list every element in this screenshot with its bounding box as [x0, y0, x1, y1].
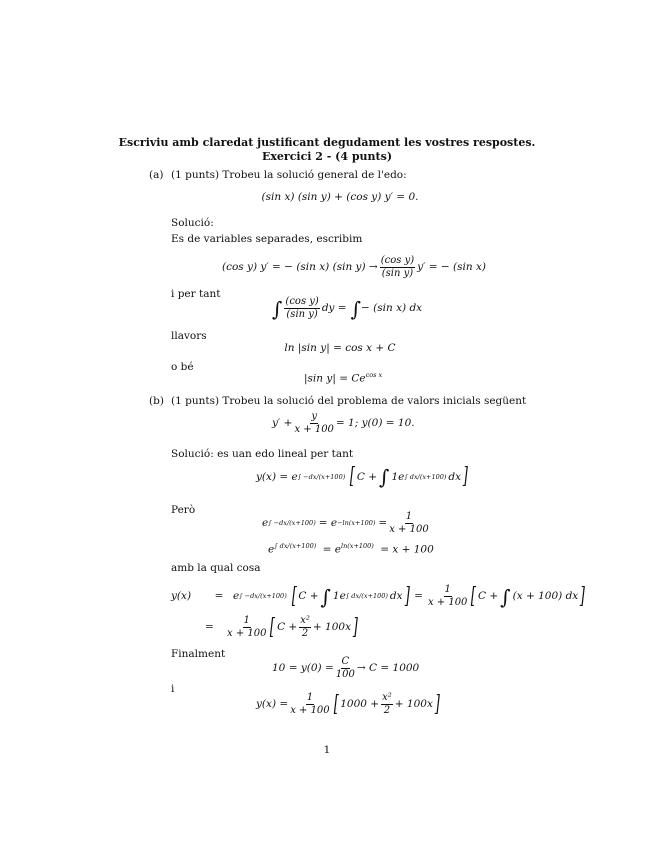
amb-la-qual-text: amb la qual cosa [171, 562, 261, 574]
integral-sign: ∫ [272, 296, 283, 321]
pero1-num: 1 [405, 511, 413, 522]
separated-den: (sin y) [381, 268, 414, 279]
sol-tail: + 100x [394, 698, 433, 711]
sol-left: y(x) = [256, 698, 289, 711]
bracket-open: [ [333, 691, 339, 717]
integral-num: (cos y) [285, 296, 319, 307]
yx2-num: 1 [243, 615, 250, 626]
part-b-yx-eq1 [171, 585, 587, 608]
pero1-left: e [262, 517, 269, 530]
pero1-exp: ∫ −dx/(x+100) [268, 519, 316, 528]
page-number: 1 [323, 744, 331, 756]
part-b-pero-eq2 [268, 543, 434, 555]
sol-fden: 2 [383, 705, 391, 716]
final-exp: cos x [365, 371, 383, 379]
general-exp1: ∫ −dx/(x+100) [297, 472, 346, 481]
part-a-final-eq [304, 372, 382, 384]
pero-text: Però [171, 504, 196, 516]
exercise-title: Exercici 2 - (4 punts) [261, 150, 393, 163]
pvi-num: y [311, 411, 318, 422]
yx-left: y(x) [171, 590, 192, 603]
yx-eq: = [214, 590, 224, 603]
pero2-exp2: ln(x+100) [340, 542, 374, 550]
yx-c2: C + [478, 590, 499, 603]
general-tail: 1e [391, 470, 405, 483]
part-b-c-eq [272, 657, 419, 680]
pero1-exp2: −ln(x+100) [337, 519, 376, 528]
part-b-solucio: Solució: es uan edo lineal per tant [171, 448, 354, 460]
per-tant-text: i per tant [171, 288, 221, 300]
part-b-pvi-eq [272, 412, 415, 435]
sol-num: 1 [306, 692, 314, 703]
part-b-pero-eq1 [262, 512, 431, 535]
yx2-den: x + 100 [227, 628, 267, 639]
integral-left-tail: dy = [321, 302, 347, 315]
general-mid: C + [356, 470, 378, 483]
yx-fraction [428, 585, 467, 608]
bracket-open: [ [349, 464, 356, 489]
yx-int2: (x + 100) dx [512, 590, 579, 603]
integral-sign: ∫ [320, 584, 331, 609]
bracket-open: [ [291, 583, 297, 609]
general-dx: dx [448, 470, 462, 483]
yx-eq2: = [414, 590, 423, 603]
bracket-close: ] [434, 691, 440, 717]
pvi-left: y′ + [272, 417, 293, 430]
part-a-intro: Es de variables separades, escribim [171, 233, 363, 245]
sol-den: x + 100 [290, 705, 330, 716]
part-a-ode: (sin x) (sin y) + (cos y) y′ = 0. [261, 191, 419, 203]
part-b-yx-eq2 [205, 616, 360, 639]
c-right: → C = 1000 [356, 662, 420, 675]
yx-exp2: ∫ dx/(x+100) [345, 592, 388, 601]
pero1-mid: = e [318, 517, 338, 530]
yx-1e: 1e [332, 590, 346, 603]
integral-sign: ∫ [350, 296, 362, 321]
instructions-heading: Escriviu amb claredat justificant degudament les vostres respostes. [118, 136, 536, 149]
sol-fnum: x² [382, 692, 392, 703]
yx2-sq-fraction [299, 616, 311, 639]
i-text: i [171, 683, 175, 695]
part-a-integral-eq [272, 297, 422, 320]
part-b-general-eq [256, 466, 470, 488]
separated-num: (cos y) [380, 255, 415, 266]
separated-left: (cos y) y′ = − (sin x) (sin y) → [222, 261, 378, 274]
pvi-fraction [294, 412, 333, 435]
part-a-separated-eq [222, 256, 486, 279]
integral-sign: ∫ [379, 465, 390, 489]
separated-fraction [380, 256, 415, 279]
part-a-ln-eq: ln |sin y| = cos x + C [284, 342, 396, 354]
bracket-close: ] [404, 583, 410, 609]
pero1-eq: = [378, 517, 388, 530]
yx2-fraction [227, 616, 266, 639]
pero1-den: x + 100 [389, 524, 429, 535]
general-exp2: ∫ dx/(x+100) [404, 472, 447, 481]
separated-right: y′ = − (sin x) [417, 261, 487, 274]
c-num: C [341, 656, 350, 667]
sol-fraction [290, 693, 329, 716]
yx2-eq: = [205, 621, 214, 634]
yx-c: C + [298, 590, 319, 603]
yx-exp1: ∫ −dx/(x+100) [239, 592, 287, 601]
part-a-statement: (1 punts) Trobeu la solució general de l'edo: [171, 169, 407, 181]
integral-sign: ∫ [500, 584, 511, 609]
yx2-fden: 2 [301, 628, 309, 639]
bracket-open: [ [471, 583, 477, 609]
yx2-fnum: x² [300, 615, 310, 626]
pero2-exp: ∫ dx/(x+100) [274, 542, 317, 550]
part-b-label: (b) [149, 395, 164, 407]
part-b-solution-eq [256, 693, 441, 716]
sol-sq-fraction [381, 693, 393, 716]
finalment-text: Finalment [171, 648, 226, 660]
integral-den: (sin y) [286, 309, 318, 320]
yx-den: x + 100 [427, 597, 468, 608]
llavors-text: llavors [171, 330, 207, 342]
sol-open: 1000 + [340, 698, 380, 711]
yx-dx: dx [389, 590, 403, 603]
pero1-fraction [389, 512, 428, 535]
yx2-c: C + [277, 621, 298, 634]
general-left: y(x) = e [256, 470, 298, 483]
pvi-den: x + 100 [294, 424, 334, 435]
integral-right: − (sin x) dx [361, 302, 423, 315]
final-left: |sin y| = Ce [304, 372, 366, 385]
pero2-right: = x + 100 [380, 543, 434, 556]
yx-e: e [233, 590, 240, 603]
bracket-close: ] [462, 464, 468, 489]
bracket-close: ] [579, 583, 586, 609]
c-left: 10 = y(0) = [272, 662, 334, 675]
yx-num: 1 [444, 584, 451, 595]
pero2-mid: = e [322, 543, 341, 556]
c-den: 100 [335, 669, 355, 680]
o-be-text: o bé [171, 361, 194, 373]
part-a-label: (a) [149, 169, 164, 181]
integral-fraction [284, 297, 319, 320]
bracket-close: ] [352, 614, 358, 640]
pero2-left: e [268, 543, 275, 556]
part-a-solucio-label: Solució: [171, 217, 214, 229]
part-b-statement: (1 punts) Trobeu la solució del problema de valors inicials següent [171, 395, 527, 407]
pvi-right: = 1; y(0) = 10. [335, 417, 415, 430]
c-fraction [336, 657, 355, 680]
yx2-tail: + 100x [312, 621, 351, 634]
bracket-open: [ [270, 614, 276, 640]
